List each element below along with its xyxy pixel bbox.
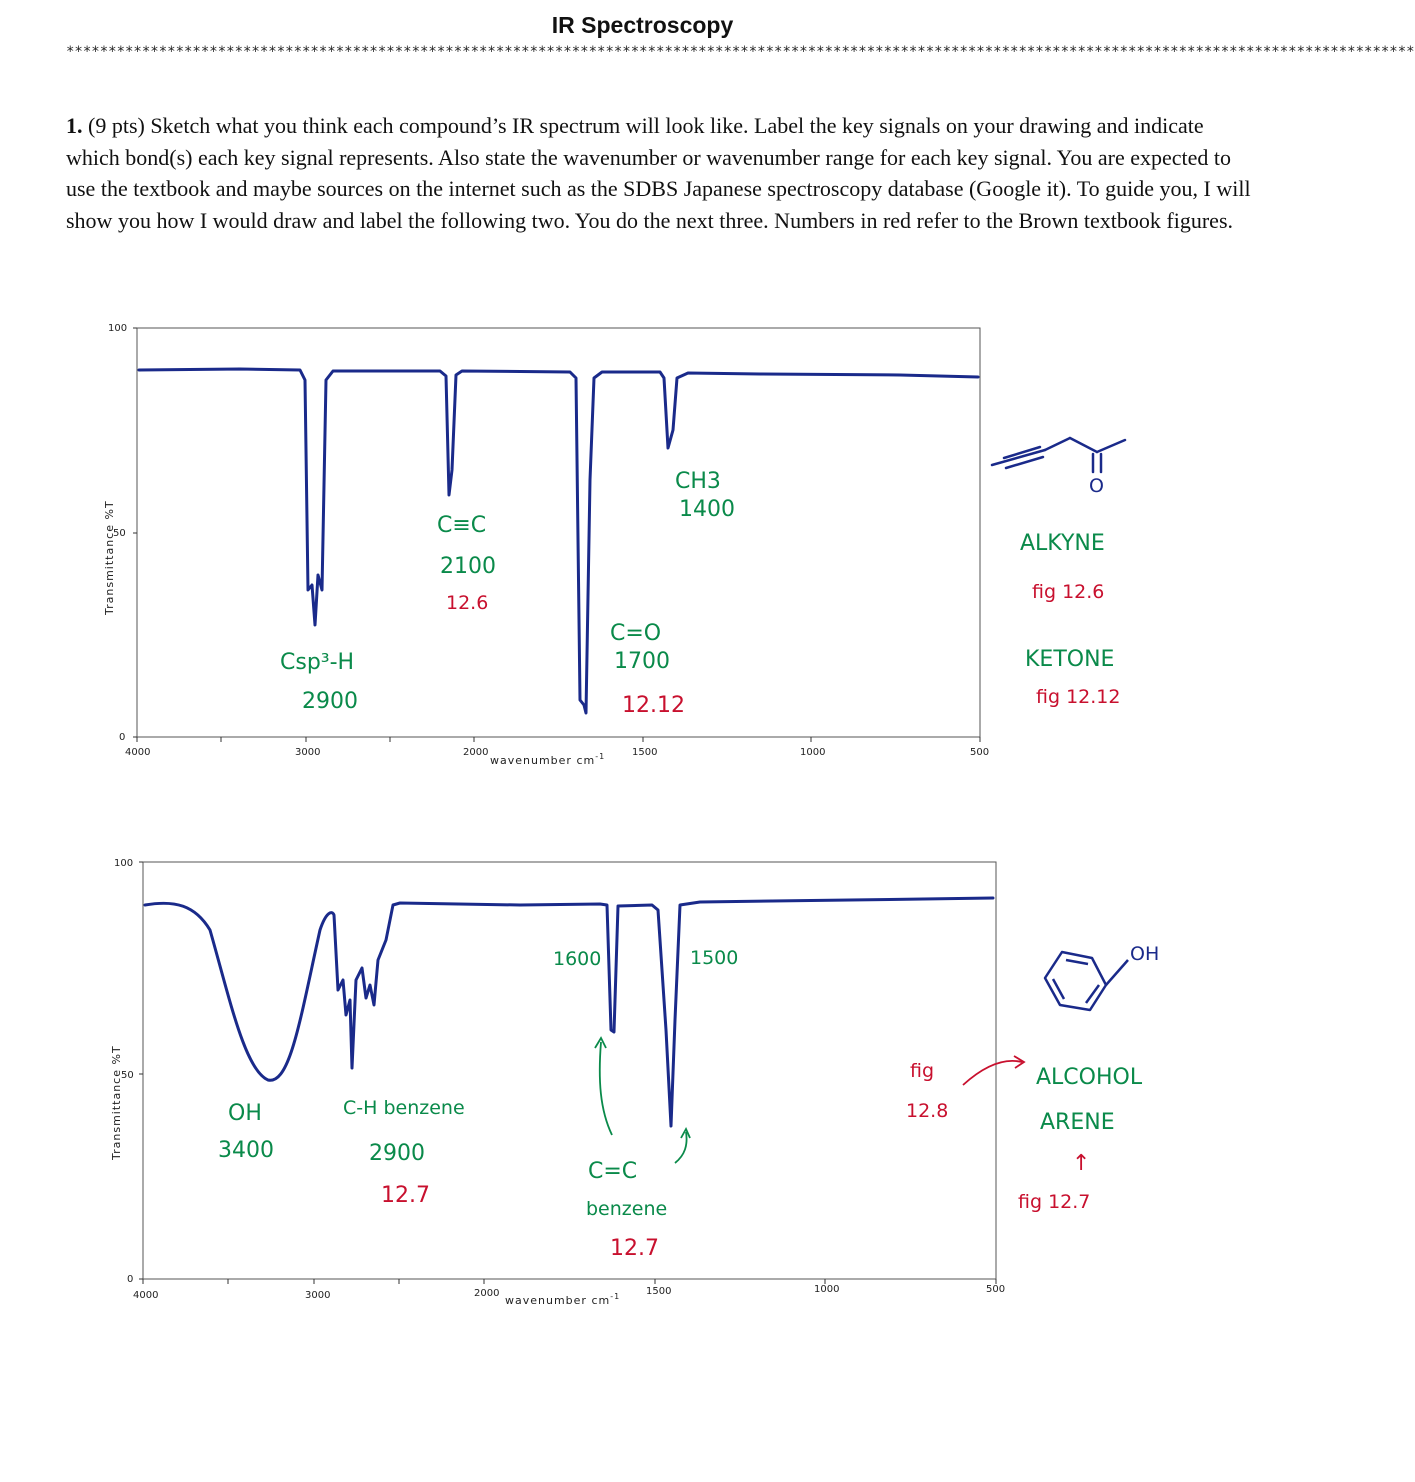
- s1-ccc-fig: 12.6: [446, 592, 489, 614]
- s2-peak-1600: 1600: [553, 948, 602, 970]
- s2-xtick-500: 500: [986, 1284, 1006, 1295]
- phenol-oh: OH: [1130, 943, 1160, 965]
- phenol-structure: [1045, 952, 1128, 1010]
- s1-csp3-wn: 2900: [302, 689, 358, 714]
- s2-oh-wn: 3400: [218, 1138, 274, 1163]
- s1-xtick-3000: 3000: [295, 747, 321, 758]
- s2-ytick-100: 100: [114, 858, 134, 869]
- s2-ch-wn: 2900: [369, 1141, 425, 1166]
- alkyne-ketone-structure: [992, 438, 1125, 472]
- s2-xlabel: wavenumber $cm^{-1}$: [505, 1292, 621, 1307]
- s2-cc-sub: benzene: [586, 1198, 668, 1220]
- page-title: IR Spectroscopy: [551, 12, 734, 38]
- s1-xlabel: wavenumber $cm^{-1}$: [490, 752, 606, 767]
- s1-ccc-label: C≡C: [437, 513, 487, 538]
- s1-xtick-1000: 1000: [800, 747, 826, 758]
- s1-ytick-100: 100: [108, 323, 128, 334]
- s2-fig-num: 12.8: [906, 1100, 949, 1122]
- s2-ytick-0: 0: [127, 1274, 134, 1285]
- s2-xtick-3000: 3000: [305, 1290, 331, 1301]
- s2-xtick-1000: 1000: [814, 1284, 840, 1295]
- s1-co-label: C=O: [610, 621, 662, 646]
- s2-fig-word: fig: [910, 1060, 935, 1082]
- s2-peak-1500: 1500: [690, 947, 739, 969]
- s2-ch-fig: 12.7: [381, 1183, 430, 1208]
- s2-xtick-4000: 4000: [133, 1290, 159, 1301]
- s1-csp3-label: Csp³-H: [280, 650, 355, 675]
- s2-cc-label: C=C: [588, 1159, 638, 1184]
- spectrum-1: [103, 323, 1125, 767]
- question-text: (9 pts) Sketch what you think each compound’s IR spectrum will look like. Label the key signals on your drawing and indicate which bond(s) each key signal represents. Also state the wavenumber or wavenumber range for each key signal. You are expected to use the textbook and maybe sources on the internet such as the SDBS Japanese spectroscopy database (Google it). To guide you, I will show you how I would draw and label the following two. You do the next three. Numbers in red refer to the Brown textbook figures.: [66, 113, 1251, 233]
- spectrum-2-frame: [143, 862, 996, 1279]
- ketone-label: KETONE: [1025, 647, 1115, 672]
- s1-xtick-4000: 4000: [125, 747, 151, 758]
- s1-ytick-50: 50: [113, 528, 126, 539]
- s1-xtick-2000: 2000: [463, 747, 489, 758]
- s1-ytick-0: 0: [119, 732, 126, 743]
- spectrum-2-trace: [145, 898, 993, 1126]
- s1-co-fig: 12.12: [622, 693, 685, 718]
- s2-xtick-1500: 1500: [646, 1286, 672, 1297]
- spectrum-1-frame: [137, 328, 980, 737]
- arene-label: ARENE: [1040, 1110, 1115, 1135]
- s2-xtick-2000: 2000: [474, 1288, 500, 1299]
- s2-cc-fig: 12.7: [610, 1236, 659, 1261]
- star-divider: ****************************************************************************************************************************************************************: [66, 44, 1415, 60]
- s2-ylabel: Transmittance %T: [110, 1045, 123, 1160]
- spectrum-1-trace: [139, 369, 978, 713]
- question-number: 1.: [66, 113, 83, 138]
- s2-oh-label: OH: [228, 1101, 262, 1126]
- fig-arrow: [963, 1061, 1022, 1085]
- alkyne-label: ALKYNE: [1020, 531, 1105, 556]
- s1-ylabel: Transmittance %T: [103, 500, 116, 615]
- alkyne-fig: fig 12.6: [1032, 581, 1105, 603]
- s1-ccc-wn: 2100: [440, 554, 496, 579]
- spectrum-2: [110, 858, 1159, 1307]
- arrow-to-1600: [600, 1042, 612, 1135]
- s2-ytick-50: 50: [121, 1070, 134, 1081]
- s1-ch3-label: CH3: [675, 469, 721, 494]
- alcohol-label: ALCOHOL: [1036, 1065, 1143, 1090]
- s1-ch3-wn: 1400: [679, 497, 735, 522]
- s1-co-wn: 1700: [614, 649, 670, 674]
- ketone-fig: fig 12.12: [1036, 686, 1121, 708]
- s2-ch-label: C-H benzene: [343, 1097, 465, 1119]
- ketone-oxygen: O: [1089, 475, 1104, 497]
- arene-fig: fig 12.7: [1018, 1191, 1091, 1213]
- s1-xtick-500: 500: [970, 747, 990, 758]
- arene-arrow: ↑: [1072, 1151, 1091, 1176]
- s1-xtick-1500: 1500: [632, 747, 658, 758]
